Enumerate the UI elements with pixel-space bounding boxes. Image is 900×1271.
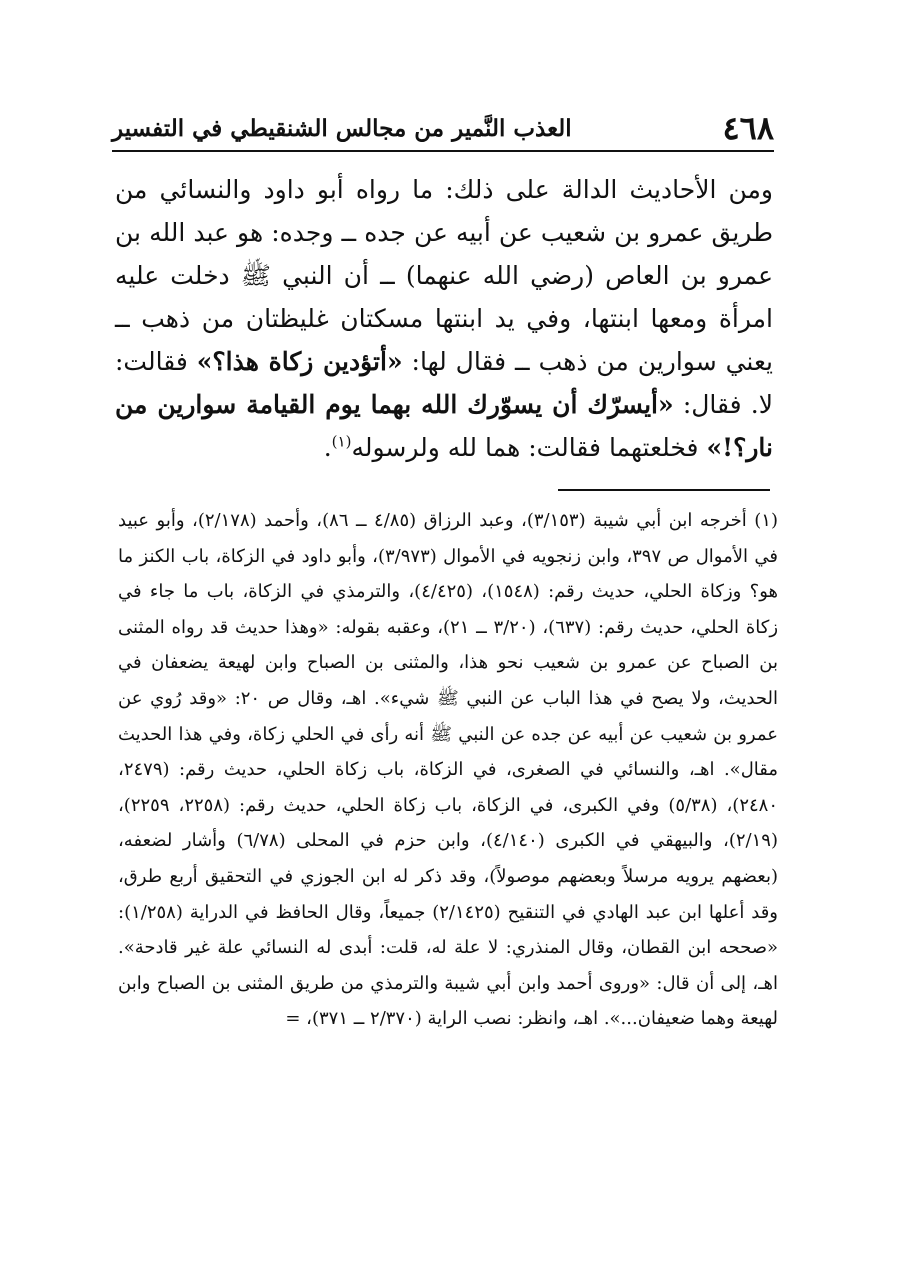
paragraph-text: ومن الأحاديث الدالة على ذلك: ما رواه أبو داود والنسائي من طريق عمرو بن شعيب عن أبيه عن جده ــ وجده: هو عبد الله بن عمرو بن العاص (رضي الله عنهما) ــ أن النبي ﷺ دخلت عليه امرأة ومعها ابنتها، وفي يد ابنتها مسكتان غليظتان من ذهب ــ يعني سوارين من ذهب ــ فقال لها: xyxy=(115,175,773,376)
running-title: العذب النَّمير من مجالس الشنقيطي في التفسير xyxy=(112,115,572,142)
paragraph-text: فخلعتهما فقالت: هما لله ولرسوله xyxy=(351,433,699,462)
hadith-quote: «أتؤدين زكاة هذا؟» xyxy=(196,347,403,376)
paragraph-text: فقالت: لا. فقال: xyxy=(115,347,774,419)
paragraph-end: . xyxy=(323,433,332,462)
footnote-separator xyxy=(558,489,770,491)
hadith-quote: «أيسرّك أن يسوّرك الله بهما يوم القيامة سوارين من نار؟!» xyxy=(115,390,773,462)
main-paragraph xyxy=(115,168,773,469)
page-header xyxy=(112,100,774,146)
footnote-text: (١) أخرجه ابن أبي شيبة (٣/١٥٣)، وعبد الرزاق (٤/٨٥ ــ ٨٦)، وأحمد (٢/١٧٨)، وأبو عبيد في الأموال ص ٣٩٧، وابن زنجويه في الأموال (٣/٩٧٣)، وأبو داود في الزكاة، باب الكنز ما هو؟ وزكاة الحلي، حديث رقم: (١٥٤٨)، (٤/٤٢٥)، والترمذي في الزكاة، باب ما جاء في زكاة الحلي، حديث رقم: (٦٣٧)، (٣/٢٠ ــ ٢١)، وعقبه بقوله: «وهذا حديث قد رواه المثنى بن الصباح عن عمرو بن شعيب نحو هذا، والمثنى بن الصباح وابن لهيعة يضعفان في الحديث، ولا يصح في هذا الباب عن النبي ﷺ شيء». اهـ، وقال ص ٢٠: «وقد رُوي عن عمرو بن شعيب عن أبيه عن جده عن النبي ﷺ أنه رأى في الحلي زكاة، وفي هذا الحديث مقال». اهـ، والنسائي في الصغرى، في الزكاة، باب زكاة الحلي، حديث رقم: (٢٤٧٩، ٢٤٨٠)، (٥/٣٨) وفي الكبرى، في الزكاة، باب زكاة الحلي، حديث رقم: (٢٢٥٨، ٢٢٥٩)، (٢/١٩)، والبيهقي في الكبرى (٤/١٤٠)، وابن حزم في المحلى (٦/٧٨) وأشار لضعفه، (بعضهم يرويه مرسلاً وبعضهم موصولاً)، وقد ذكر له ابن الجوزي في التحقيق أربع طرق، وقد أعلها ابن عبد الهادي في التنقيح (٢/١٤٢٥) جميعاً، وقال الحافظ في الدراية (١/٢٥٨): «صححه ابن القطان، وقال المنذري: لا علة له، قلت: أبدى له النسائي علة غير قادحة». اهـ، إلى أن قال: «وروى أحمد وابن أبي شيبة والترمذي من طريق المثنى بن الصباح وابن لهيعة وهما ضعيفان...». اهـ، وانظر: نصب الراية (٢/٣٧٠ ــ ٣٧١)، = xyxy=(118,510,779,1030)
footnote-block xyxy=(118,503,778,1037)
footnote-reference: (١) xyxy=(331,432,352,451)
header-rule xyxy=(112,150,774,152)
main-text xyxy=(115,168,773,469)
page-number: ٤٦٨ xyxy=(722,109,774,147)
